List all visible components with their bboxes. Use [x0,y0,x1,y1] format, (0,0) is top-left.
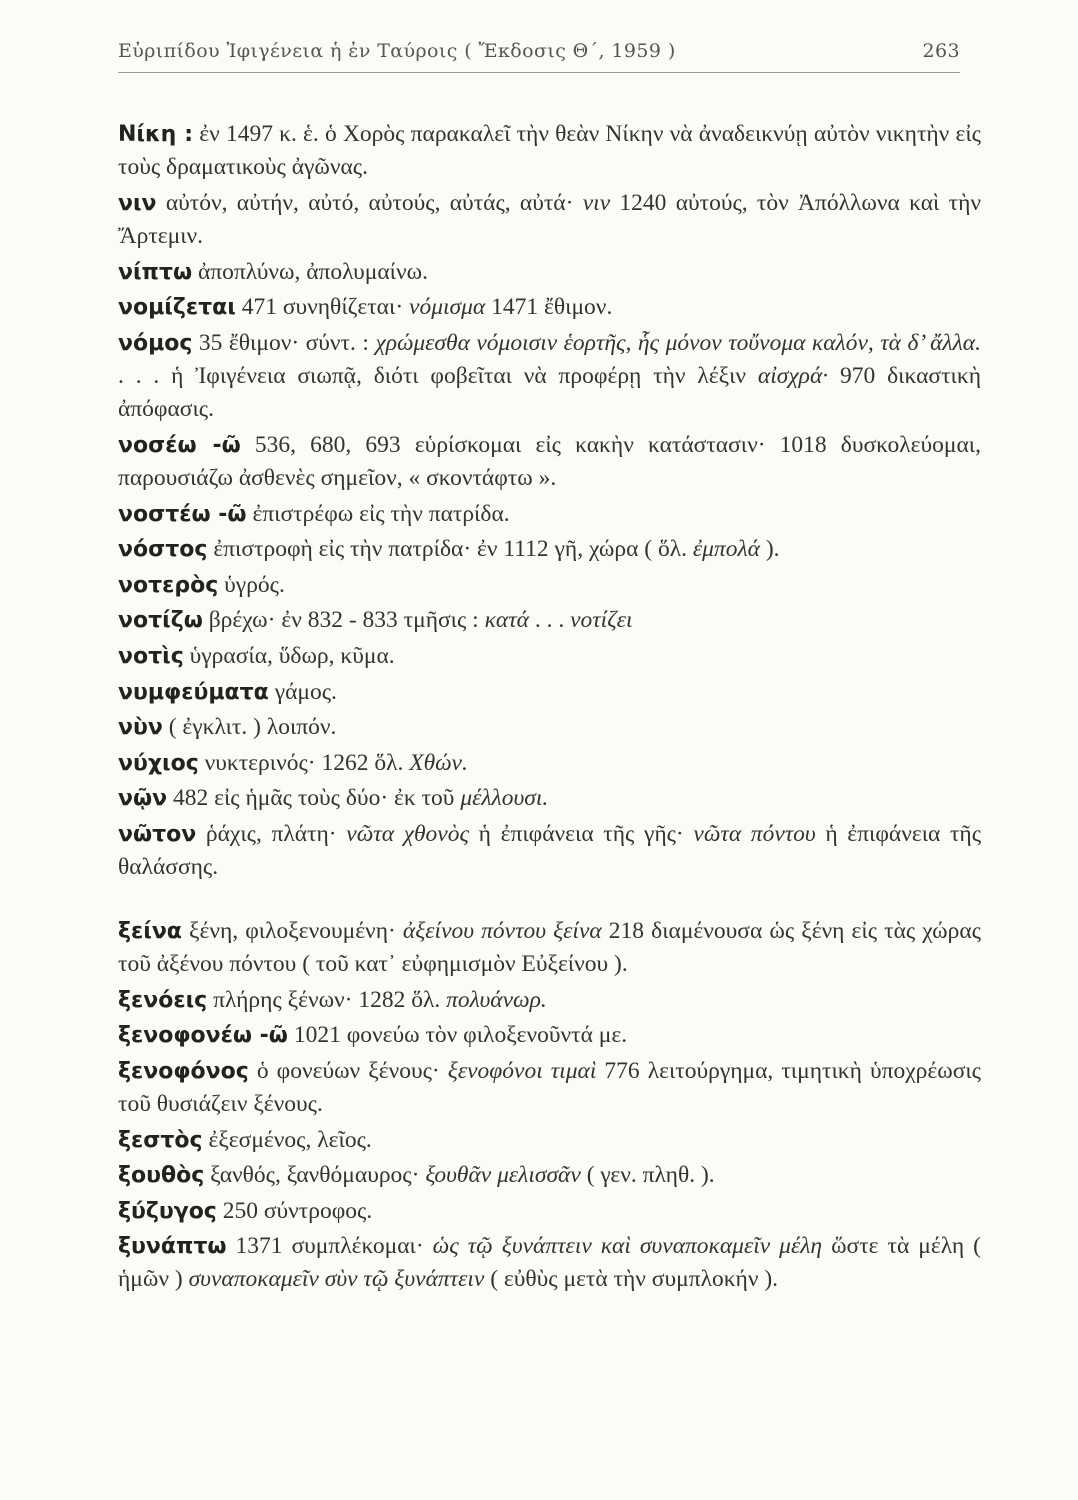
glossary-entry [118,604,981,637]
glossary-entry [118,1230,981,1296]
entry-definition: 250 σύντροφος. [216,1197,373,1224]
entry-definition: 1471 ἔθιμον. [485,294,613,321]
glossary-entry [118,782,981,815]
entry-definition: 776 λειτούργημα, τιμητικὴ ὑποχρέωσις τοῦ θυσιάζειν ξένους. [118,1057,981,1117]
entry-definition: ἐπιστρέφω εἰς τὴν πατρίδα. [246,500,510,527]
entry-definition: νυκτερινός· 1262 ὅλ. [198,749,410,776]
entry-headword: νόστος [118,537,208,563]
entry-headword: ξυνάπτω [118,1234,227,1260]
entry-headword: νοτερὸς [118,572,219,598]
glossary-entry [118,1055,981,1121]
entry-definition: . . . [528,607,571,634]
entry-headword: νομίζεται [118,295,236,321]
glossary-entry [118,915,981,981]
glossary-entry [118,1019,981,1052]
entry-headword: ξουθὸς [118,1163,205,1189]
entry-headword: νῶτον [118,821,197,847]
entry-definition: 471 συνηθίζεται· [235,294,410,321]
glossary-entry [118,569,981,602]
entry-definition: ὑγρασία, ὕδωρ, κῦμα. [183,642,395,669]
entry-definition: ὥστε τὰ μέλη ( ἡμῶν ) [118,1233,981,1293]
glossary-entry [118,327,981,427]
glossary-entry [118,747,981,780]
entry-definition: . . . ἡ Ἰφιγένεια σιωπᾷ, διότι φοβεῖται νὰ προφέρῃ τὴν λέξιν [118,362,758,389]
entry-headword: νοτὶς [118,643,184,669]
entry-headword: Νίκη : [118,122,194,147]
entry-definition: ( εὐθὺς μετὰ τὴν συμπλοκήν ). [484,1266,779,1293]
entry-definition: 970 δικαστικὴ ἀπόφασις. [118,362,981,423]
entry-quotation: αἰσχρά· [757,362,829,389]
entry-definition: 536, 680, 693 εὑρίσκομαι εἰς κακὴν κατάστασιν· 1018 δυσκολεύομαι, παρουσιάζω ἀσθενὲς σημεῖον, « σκοντάφτω ». [118,431,981,491]
entry-quotation: κατά [484,607,529,634]
entry-quotation: συναποκαμεῖν σὺν τῷ ξυνάπτειν [188,1266,485,1293]
glossary-entry [118,711,981,744]
entry-definition: ὁ φονεύων ξένους· [248,1057,448,1084]
entry-headword: ξενοφονέω -ῶ [118,1023,288,1049]
glossary-entry [118,640,981,673]
glossary-entry [118,291,981,324]
entry-headword: ξενόεις [118,987,208,1013]
page-number: 263 [922,40,960,62]
entry-definition: 35 ἔθιμον· σύντ. : [192,329,376,356]
entry-definition: ἀποπλύνω, ἀπολυμαίνω. [192,258,428,285]
entry-headword: νιν [118,190,157,216]
entry-headword: νοτίζω [118,608,203,634]
glossary-entry [118,256,981,289]
entry-definition: αὐτόν, αὐτήν, αὐτό, αὐτούς, αὐτάς, αὐτά· [156,189,583,216]
entry-quotation: Χθών. [409,749,468,776]
entry-definition: γάμος. [268,678,337,705]
entry-definition: ( γεν. πληθ. ). [580,1162,715,1189]
glossary-entry [118,818,981,884]
entry-headword: νυμφεύματα [118,679,269,705]
entry-quotation: ξενοφόνοι τιμαὶ [447,1057,597,1084]
entry-headword: ξενοφόνος [118,1058,249,1084]
entry-definition: ξένη, φιλοξενουμένη· [181,917,403,944]
glossary-entry [118,533,981,566]
entry-definition: 482 εἰς ἡμᾶς τοὺς δύο· ἐκ τοῦ [167,785,461,812]
entry-headword: ξύζυγος [118,1198,217,1224]
entry-quotation: νῶτα πόντου [693,820,816,847]
entry-quotation: ἀξείνου πόντου ξείνα [402,917,602,944]
entry-headword: νόμος [118,330,193,356]
running-title: Εὐριπίδου Ἰφιγένεια ἡ ἐν Ταύροις ( Ἔκδοσις Θ΄, 1959 ) [118,40,676,62]
glossary-entry [118,429,981,495]
entry-definition: ἐν 1497 κ. ἑ. ὁ Χορὸς παρακαλεῖ τὴν θεὰν Νίκην νὰ ἀναδεικνύῃ αὐτὸν νικητὴν εἰς τοὺς δραματικοὺς ἀγῶνας. [118,121,981,181]
entry-definition: 218 διαμένουσα ὡς ξένη εἰς τὰς χώρας τοῦ ἀξένου πόντου ( τοῦ κατ᾽ εὐφημισμὸν Εὐξείνου ). [118,917,981,977]
running-header [118,40,960,73]
entry-definition: ὑγρός. [218,571,285,598]
entry-quotation: νιν [582,189,611,216]
entry-quotation: νοτίζει [570,607,633,634]
glossary-body [118,118,981,1299]
entry-definition: βρέχω· ἐν 832 - 833 τμῆσις : [202,607,485,634]
glossary-entry [118,1195,981,1228]
glossary-entry [118,187,981,253]
glossary-entry [118,676,981,709]
entry-headword: νοστέω -ῶ [118,501,247,527]
glossary-entry [118,1124,981,1157]
entry-definition: ἡ ἐπιφάνεια τῆς θαλάσσης. [118,820,982,881]
glossary-entry [118,118,981,184]
entry-definition: ξανθός, ξανθόμαυρος· [204,1162,426,1189]
entry-headword: ξείνα [118,918,182,944]
entry-quotation: νόμισμα [409,294,486,321]
entry-definition: 1021 φονεύω τὸν φιλοξενοῦντά με. [287,1022,628,1049]
glossary-entry [118,498,981,531]
section-gap [118,887,981,915]
entry-quotation: πολυάνωρ. [446,986,547,1013]
entry-quotation: ὡς τῷ ξυνάπτειν καὶ συναποκαμεῖν μέλη [432,1233,823,1260]
entry-headword: νῷν [118,786,168,812]
entry-headword: νὺν [118,715,163,741]
entry-definition: 1371 συμπλέκομαι· [226,1233,433,1260]
entry-headword: νίπτω [118,259,193,285]
entry-definition: 1240 αὐτούς, τὸν Ἀπόλλωνα καὶ τὴν Ἄρτεμιν. [118,189,981,249]
entry-definition: ἐξεσμένος, λεῖος. [202,1126,372,1153]
glossary-entry [118,984,981,1017]
entry-headword: ξεστὸς [118,1127,203,1153]
entry-headword: νύχιος [118,750,199,776]
entry-definition: ἐπιστροφὴ εἰς τὴν πατρίδα· ἐν 1112 γῆ, χώρα ( ὅλ. [207,536,693,563]
entry-definition: ). [759,536,780,563]
entry-quotation: χρώμεσθα νόμοισιν ἑορτῆς, ἧς μόνον τοὔνομα καλόν, τὰ δ’ ἄλλα. [375,329,981,356]
entry-definition: ἡ ἐπιφάνεια τῆς γῆς· [469,820,694,847]
entry-quotation: μέλλουσι. [460,785,549,812]
entry-quotation: ξουθᾶν μελισσᾶν [425,1162,581,1189]
glossary-entry [118,1159,981,1192]
entry-quotation: ἐμπολά [692,536,760,563]
entry-definition: πλήρης ξένων· 1282 ὅλ. [207,986,447,1013]
entry-definition: ῥάχις, πλάτη· [196,820,347,847]
entry-headword: νοσέω -ῶ [118,432,241,458]
entry-quotation: νῶτα χθονὸς [346,820,470,847]
entry-definition: ( ἐγκλιτ. ) λοιπόν. [162,714,337,741]
